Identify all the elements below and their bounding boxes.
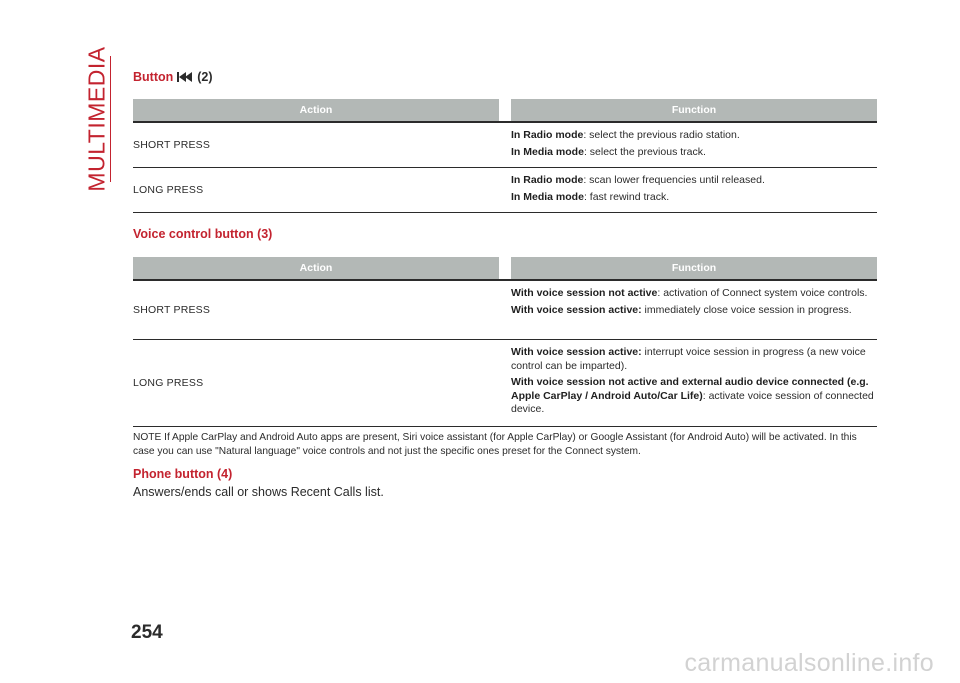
function-label: In Media mode — [511, 190, 584, 203]
action-cell: LONG PRESS — [133, 184, 204, 196]
function-label: In Radio mode — [511, 174, 584, 186]
header-function: Function — [511, 257, 877, 279]
action-cell: SHORT PRESS — [133, 304, 211, 316]
function-cell — [511, 168, 877, 212]
section-side-title — [83, 46, 110, 192]
button-2-table — [133, 99, 877, 213]
button-2-heading-suffix: (2) — [197, 70, 213, 84]
voice-control-heading — [133, 227, 272, 241]
side-title-rule — [110, 56, 111, 182]
table-row — [133, 340, 877, 427]
phone-button-heading — [133, 467, 232, 481]
table-row — [133, 123, 877, 168]
function-text: : select the previous track. — [583, 145, 706, 158]
table-header — [133, 99, 877, 121]
phone-button-description: Answers/ends call or shows Recent Calls list. — [133, 485, 384, 499]
action-cell: LONG PRESS — [133, 377, 204, 389]
function-text: : fast rewind track. — [583, 190, 670, 203]
table-header — [133, 257, 877, 279]
note-text: NOTE If Apple CarPlay and Android Auto apps are present, Siri voice assistant (for Apple CarPlay) or Google Assistant (for Android Auto) will be activated. In this case you can use "Natural language" voice controls and not just the specific ones preset for the Connect system. — [133, 432, 857, 457]
header-action: Action — [133, 257, 499, 279]
table-row — [133, 168, 877, 213]
header-action: Action — [133, 99, 499, 121]
function-text: : scan lower frequencies until released. — [583, 174, 765, 186]
action-cell: SHORT PRESS — [133, 139, 211, 151]
function-cell — [511, 123, 877, 167]
function-text: : select the previous radio station. — [583, 129, 740, 141]
voice-control-heading-text: Voice control button (3) — [133, 227, 273, 241]
voice-control-table — [133, 257, 877, 427]
function-label: With voice session active: — [511, 346, 642, 358]
function-label: With voice session not active and external audio device connected (e.g. Apple CarPlay / Android Auto/Car Life) — [511, 376, 869, 402]
function-label: With voice session not active — [511, 287, 658, 299]
function-text: immediately close voice session in progress. — [641, 303, 852, 316]
function-cell — [511, 340, 877, 426]
function-label: In Media mode — [511, 145, 584, 158]
table-row — [133, 281, 877, 340]
watermark: carmanualsonline.info — [684, 649, 934, 677]
function-label: With voice session active: — [511, 303, 642, 316]
function-text: : activate voice session of connected device. — [511, 389, 874, 415]
function-text: : activation of Connect system voice controls. — [657, 287, 868, 299]
button-2-heading — [133, 70, 213, 84]
header-function: Function — [511, 99, 877, 121]
function-label: In Radio mode — [511, 129, 584, 141]
button-2-heading-prefix: Button — [133, 70, 174, 84]
side-title-text: MULTIMEDIA — [83, 46, 110, 192]
rewind-icon — [177, 72, 193, 82]
function-cell — [511, 281, 877, 339]
function-text: interrupt voice session in progress (a new voice control can be imparted). — [511, 346, 866, 372]
phone-button-heading-text: Phone button (4) — [133, 467, 233, 481]
page-number: 254 — [131, 622, 163, 643]
